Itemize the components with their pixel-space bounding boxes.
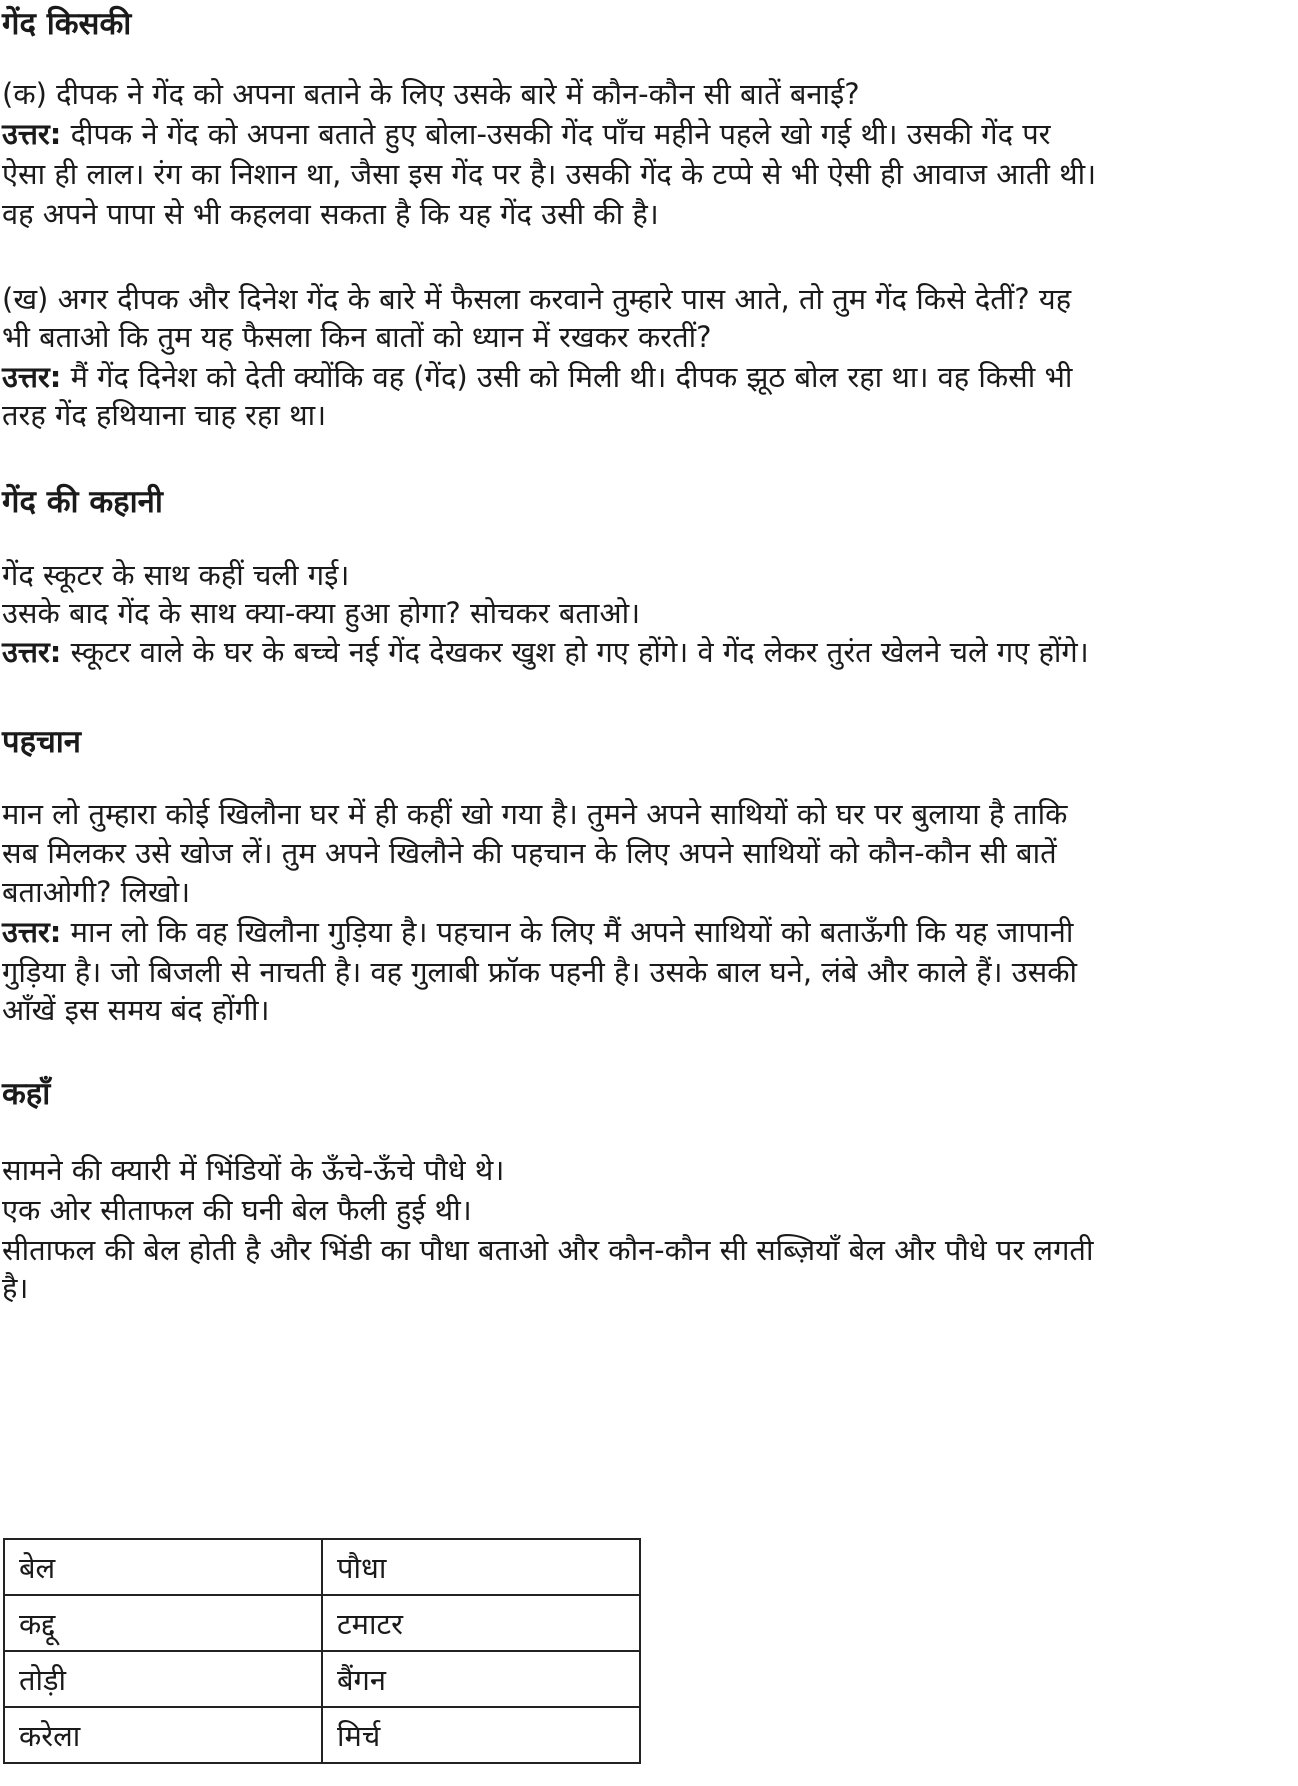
answer-text: स्कूटर वाले के घर के बच्चे नई गेंद देखकर खुश हो गए होंगे। वे गेंद लेकर तुरंत खेलने चले गए होंगे। [61, 635, 1089, 669]
answer-line: तरह गेंद हथियाना चाह रहा था। [2, 398, 327, 432]
table-header-cell: बेल [4, 1539, 322, 1595]
question-line: उसके बाद गेंद के साथ क्या-क्या हुआ होगा? सोचकर बताओ। [2, 596, 641, 630]
question-line: बताओगी? लिखो। [2, 875, 191, 909]
answer-label: उत्तर: [2, 915, 62, 949]
vegetable-table [3, 1538, 641, 1764]
question-line: गेंद स्कूटर के साथ कहीं चली गई। [2, 558, 350, 592]
answer-line: गुड़िया है। जो बिजली से नाचती है। वह गुलाबी फ्रॉक पहनी है। उसके बाल घने, लंबे और काले हैं। उसकी [2, 955, 1077, 989]
table-cell: तोड़ी [4, 1651, 322, 1707]
answer-label: उत्तर: [2, 635, 62, 669]
body-line: एक ओर सीताफल की घनी बेल फैली हुई थी। [2, 1193, 472, 1227]
question-line: (क) दीपक ने गेंद को अपना बताने के लिए उसके बारे में कौन-कौन सी बातें बनाई? [2, 77, 860, 111]
answer-line: वह अपने पापा से भी कहलवा सकता है कि यह गेंद उसी की है। [2, 197, 659, 231]
question-line: भी बताओ कि तुम यह फैसला किन बातों को ध्यान में रखकर करतीं? [2, 320, 712, 354]
answer-text: दीपक ने गेंद को अपना बताते हुए बोला-उसकी गेंद पाँच महीने पहले खो गई थी। उसकी गेंद पर [61, 117, 1051, 151]
table-cell: कद्दू [4, 1595, 322, 1651]
table-cell: मिर्च [322, 1707, 640, 1763]
table-cell: बैंगन [322, 1651, 640, 1707]
answer-line: आँखें इस समय बंद होंगी। [2, 993, 270, 1027]
table-row [4, 1707, 640, 1763]
answer-label: उत्तर: [2, 360, 62, 394]
table-row [4, 1595, 640, 1651]
section-heading-identification: पहचान [2, 724, 81, 760]
body-line: है। [2, 1271, 29, 1305]
question-line: (ख) अगर दीपक और दिनेश गेंद के बारे में फैसला करवाने तुम्हारे पास आते, तो तुम गेंद किसे देतीं? यह [2, 282, 1072, 316]
answer-text: मैं गेंद दिनेश को देती क्योंकि वह (गेंद) उसी को मिली थी। दीपक झूठ बोल रहा था। वह किसी भी [61, 360, 1073, 394]
answer-line [2, 910, 1073, 954]
table-cell: करेला [4, 1707, 322, 1763]
table-header-row [4, 1539, 640, 1595]
answer-line: ऐसा ही लाल। रंग का निशान था, जैसा इस गेंद पर है। उसकी गेंद के टप्पे से भी ऐसी ही आवाज आती थी। [2, 157, 1097, 191]
section-heading-ball-story: गेंद की कहानी [2, 484, 163, 520]
section-heading-where: कहाँ [2, 1076, 51, 1112]
answer-text: मान लो कि वह खिलौना गुड़िया है। पहचान के लिए मैं अपने साथियों को बताऊँगी कि यह जापानी [61, 915, 1074, 949]
question-line: मान लो तुम्हारा कोई खिलौना घर में ही कहीं खो गया है। तुमने अपने साथियों को घर पर बुलाया है ताकि [2, 797, 1068, 831]
body-line: सामने की क्यारी में भिंडियों के ऊँचे-ऊँचे पौधे थे। [2, 1153, 505, 1187]
answer-line [2, 112, 1051, 156]
answer-line [2, 630, 1089, 674]
table-row [4, 1651, 640, 1707]
answer-label: उत्तर: [2, 117, 62, 151]
section-heading-ball-whose: गेंद किसकी [2, 6, 132, 42]
table-header-cell: पौधा [322, 1539, 640, 1595]
question-line: सब मिलकर उसे खोज लें। तुम अपने खिलौने की पहचान के लिए अपने साथियों को कौन-कौन सी बातें [2, 836, 1057, 870]
body-line: सीताफल की बेल होती है और भिंडी का पौधा बताओ और कौन-कौन सी सब्ज़ियाँ बेल और पौधे पर लगती [2, 1233, 1094, 1267]
table-cell: टमाटर [322, 1595, 640, 1651]
